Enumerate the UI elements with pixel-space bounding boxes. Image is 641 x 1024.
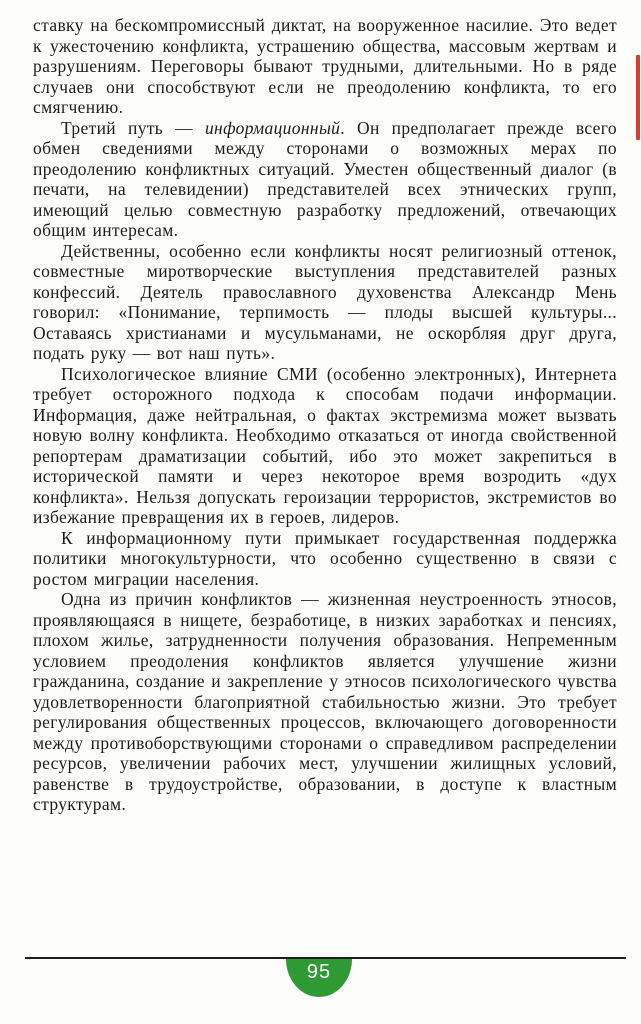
paragraph	[33, 15, 617, 118]
page-number: 95	[306, 961, 332, 983]
paragraph	[33, 118, 617, 241]
text-block	[33, 15, 617, 815]
paragraph-segment: Одна из причин конфликтов — жизненная неустроенность этносов, проявляющаяся в нищете, безработице, в низких заработках и пенсиях, плохом жилье, затрудненности получения образования. Непременным условием преодоления конфликтов является улучшение жизни гражданина, создание и закрепление у этносов психологического чувства удовлетворенности благоприятной стабильностью жизни. Это требует регулирования общественных процессов, включающего договоренности между противоборствующими сторонами о справедливом распределении ресурсов, увеличении рабочих мест, улучшении жилищных условий, равенстве в трудоустройстве, образовании, в доступе к властным структурам.	[33, 589, 617, 814]
paragraph	[33, 241, 617, 364]
page-edge-red-mark	[636, 55, 640, 140]
page-number-badge	[286, 959, 352, 997]
paragraph-segment: . Он предполагает прежде всего обмен сведениями между сторонами о возможных мерах по преодолению конфликтных ситуаций. Уместен общественный диалог (в печати, на телевидении) представителей всех этнических групп, имеющий целью совместную разработку предложений, отвечающих общим интересам.	[33, 117, 617, 240]
paragraph-segment: К информационному пути примыкает государственная поддержка политики многокультурности, что особенно существенно в связи с ростом миграции населения.	[33, 527, 617, 589]
paragraph-italic-segment: информационный	[204, 117, 341, 138]
paragraph	[33, 528, 617, 590]
paragraph-segment: Действенны, особенно если конфликты носят религиозный оттенок, совместные миротворческие выступления представителей разных конфессий. Деятель православного духовенства Александр Мень говорил: «Понимание, терпимость — плоды высшей культуры... Оставаясь христианами и мусульманами, не оскорбляя друг друга, подать руку — вот наш путь».	[33, 240, 617, 363]
paragraph	[33, 364, 617, 528]
paragraph-segment: Психологическое влияние СМИ (особенно электронных), Интернета требует осторожного подхода к способам подачи информации. Информация, даже нейтральная, о фактах экстремизма может вызвать новую волну конфликта. Необходимо отказаться от иногда свойственной репортерам драматизации событий, ибо это может закрепиться в исторической памяти и через некоторое время возродить «дух конфликта». Нельзя допускать героизации террористов, экстремистов во избежание превращения их в героев, лидеров.	[33, 363, 617, 527]
paragraph	[33, 589, 617, 815]
paragraph-segment: ставку на бескомпромиссный диктат, на вооруженное насилие. Это ведет к ужесточению конфликта, устрашению общества, массовым жертвам и разрушениям. Переговоры бывают трудными, длительными. Но в ряде случаев они способствуют если не преодолению конфликта, то его смягчению.	[33, 15, 617, 117]
paragraph-segment: Третий путь —	[61, 117, 205, 138]
